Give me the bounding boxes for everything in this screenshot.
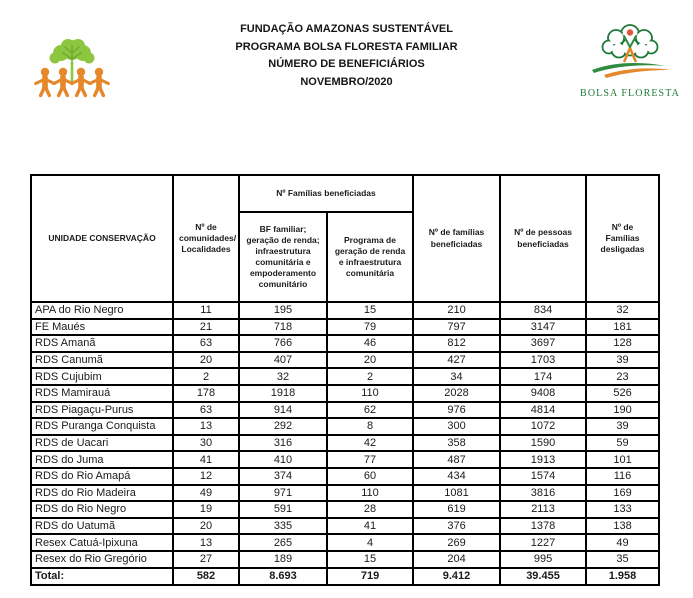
value-cell: 189 bbox=[239, 551, 327, 568]
unit-conservation-cell: RDS Puranga Conquista bbox=[31, 418, 173, 435]
value-cell: 335 bbox=[239, 518, 327, 535]
table-row bbox=[31, 451, 659, 468]
total-value: 8.693 bbox=[239, 568, 327, 585]
value-cell: 110 bbox=[327, 385, 413, 402]
unit-conservation-cell: RDS do Rio Amapá bbox=[31, 468, 173, 485]
value-cell: 3697 bbox=[500, 335, 586, 352]
value-cell: 32 bbox=[239, 368, 327, 385]
bolsa-floresta-logo bbox=[577, 20, 683, 99]
table-row bbox=[31, 319, 659, 336]
value-cell: 21 bbox=[173, 319, 239, 336]
value-cell: 2028 bbox=[413, 385, 500, 402]
value-cell: 27 bbox=[173, 551, 239, 568]
value-cell: 1378 bbox=[500, 518, 586, 535]
value-cell: 3147 bbox=[500, 319, 586, 336]
table-row bbox=[31, 501, 659, 518]
value-cell: 35 bbox=[586, 551, 659, 568]
value-cell: 39 bbox=[586, 352, 659, 369]
unit-conservation-cell: RDS Canumã bbox=[31, 352, 173, 369]
unit-conservation-cell: Resex do Rio Gregório bbox=[31, 551, 173, 568]
value-cell: 1574 bbox=[500, 468, 586, 485]
unit-conservation-cell: RDS Amanã bbox=[31, 335, 173, 352]
value-cell: 407 bbox=[239, 352, 327, 369]
value-cell: 49 bbox=[586, 534, 659, 551]
value-cell: 526 bbox=[586, 385, 659, 402]
header-num-comunidades: Nº de comunidades/ Localidades bbox=[173, 175, 239, 302]
table-row bbox=[31, 518, 659, 535]
header-unidade-conservacao: UNIDADE CONSERVAÇÃO bbox=[31, 175, 173, 302]
value-cell: 178 bbox=[173, 385, 239, 402]
value-cell: 62 bbox=[327, 402, 413, 419]
value-cell: 34 bbox=[413, 368, 500, 385]
header-sub-bf-familiar: BF familiar; geração de renda; infraestrutura comunitária e empoderamento comunitário bbox=[239, 212, 327, 302]
bolsa-floresta-wordmark: BOLSA FLORESTA bbox=[580, 88, 680, 99]
table-row bbox=[31, 418, 659, 435]
value-cell: 8 bbox=[327, 418, 413, 435]
value-cell: 434 bbox=[413, 468, 500, 485]
header-num-familias-desligadas: Nº de Famílias desligadas bbox=[586, 175, 659, 302]
table-row bbox=[31, 368, 659, 385]
value-cell: 138 bbox=[586, 518, 659, 535]
value-cell: 101 bbox=[586, 451, 659, 468]
table-header bbox=[31, 175, 659, 302]
unit-conservation-cell: APA do Rio Negro bbox=[31, 302, 173, 319]
value-cell: 128 bbox=[586, 335, 659, 352]
value-cell: 376 bbox=[413, 518, 500, 535]
value-cell: 427 bbox=[413, 352, 500, 369]
unit-conservation-cell: RDS Cujubim bbox=[31, 368, 173, 385]
value-cell: 300 bbox=[413, 418, 500, 435]
value-cell: 60 bbox=[327, 468, 413, 485]
unit-conservation-cell: FE Maués bbox=[31, 319, 173, 336]
unit-conservation-cell: Resex Catuá-Ipixuna bbox=[31, 534, 173, 551]
value-cell: 766 bbox=[239, 335, 327, 352]
value-cell: 358 bbox=[413, 435, 500, 452]
value-cell: 2113 bbox=[500, 501, 586, 518]
value-cell: 46 bbox=[327, 335, 413, 352]
table-row bbox=[31, 302, 659, 319]
header-num-familias-beneficiadas: Nº de famílias beneficiadas bbox=[413, 175, 500, 302]
value-cell: 110 bbox=[327, 485, 413, 502]
title-line-2: PROGRAMA BOLSA FLORESTA FAMILIAR bbox=[235, 40, 458, 53]
unit-conservation-cell: RDS do Rio Madeira bbox=[31, 485, 173, 502]
value-cell: 3816 bbox=[500, 485, 586, 502]
unit-conservation-cell: RDS do Juma bbox=[31, 451, 173, 468]
value-cell: 619 bbox=[413, 501, 500, 518]
table-row bbox=[31, 385, 659, 402]
value-cell: 28 bbox=[327, 501, 413, 518]
value-cell: 11 bbox=[173, 302, 239, 319]
title-line-4: NOVEMBRO/2020 bbox=[300, 75, 393, 88]
header-row-group bbox=[31, 175, 659, 212]
table-row bbox=[31, 352, 659, 369]
value-cell: 41 bbox=[173, 451, 239, 468]
value-cell: 718 bbox=[239, 319, 327, 336]
title-line-3: NÚMERO DE BENEFICIÁRIOS bbox=[268, 58, 425, 70]
value-cell: 410 bbox=[239, 451, 327, 468]
value-cell: 1913 bbox=[500, 451, 586, 468]
total-value: 582 bbox=[173, 568, 239, 585]
value-cell: 316 bbox=[239, 435, 327, 452]
value-cell: 15 bbox=[327, 551, 413, 568]
total-value: 39.455 bbox=[500, 568, 586, 585]
value-cell: 63 bbox=[173, 335, 239, 352]
value-cell: 4 bbox=[327, 534, 413, 551]
table-body bbox=[31, 302, 659, 568]
value-cell: 269 bbox=[413, 534, 500, 551]
value-cell: 174 bbox=[500, 368, 586, 385]
table-row bbox=[31, 534, 659, 551]
value-cell: 32 bbox=[586, 302, 659, 319]
value-cell: 79 bbox=[327, 319, 413, 336]
value-cell: 77 bbox=[327, 451, 413, 468]
unit-conservation-cell: RDS do Rio Negro bbox=[31, 501, 173, 518]
value-cell: 292 bbox=[239, 418, 327, 435]
value-cell: 15 bbox=[327, 302, 413, 319]
table-row bbox=[31, 551, 659, 568]
value-cell: 23 bbox=[586, 368, 659, 385]
total-value: 9.412 bbox=[413, 568, 500, 585]
total-value: 719 bbox=[327, 568, 413, 585]
value-cell: 1590 bbox=[500, 435, 586, 452]
table-footer bbox=[31, 568, 659, 585]
value-cell: 181 bbox=[586, 319, 659, 336]
value-cell: 49 bbox=[173, 485, 239, 502]
value-cell: 812 bbox=[413, 335, 500, 352]
value-cell: 13 bbox=[173, 534, 239, 551]
value-cell: 169 bbox=[586, 485, 659, 502]
value-cell: 63 bbox=[173, 402, 239, 419]
value-cell: 59 bbox=[586, 435, 659, 452]
beneficiaries-table bbox=[30, 174, 660, 586]
table-row bbox=[31, 335, 659, 352]
header-group-familias-beneficiadas: Nº Famílias beneficiadas bbox=[239, 175, 413, 212]
value-cell: 13 bbox=[173, 418, 239, 435]
value-cell: 1081 bbox=[413, 485, 500, 502]
unit-conservation-cell: RDS de Uacari bbox=[31, 435, 173, 452]
value-cell: 41 bbox=[327, 518, 413, 535]
table-row bbox=[31, 402, 659, 419]
table-row bbox=[31, 485, 659, 502]
value-cell: 1918 bbox=[239, 385, 327, 402]
value-cell: 9408 bbox=[500, 385, 586, 402]
unit-conservation-cell: RDS Piagaçu-Purus bbox=[31, 402, 173, 419]
title-line-1: FUNDAÇÃO AMAZONAS SUSTENTÁVEL bbox=[240, 23, 453, 35]
value-cell: 30 bbox=[173, 435, 239, 452]
table-row bbox=[31, 468, 659, 485]
value-cell: 591 bbox=[239, 501, 327, 518]
value-cell: 2 bbox=[173, 368, 239, 385]
value-cell: 39 bbox=[586, 418, 659, 435]
total-value: 1.958 bbox=[586, 568, 659, 585]
value-cell: 2 bbox=[327, 368, 413, 385]
header-sub-programa: Programa de geração de renda e infraestrutura comunitária bbox=[327, 212, 413, 302]
table-row bbox=[31, 435, 659, 452]
tree-with-person-icon bbox=[578, 20, 682, 82]
value-cell: 971 bbox=[239, 485, 327, 502]
value-cell: 374 bbox=[239, 468, 327, 485]
value-cell: 19 bbox=[173, 501, 239, 518]
value-cell: 995 bbox=[500, 551, 586, 568]
total-row bbox=[31, 568, 659, 585]
value-cell: 42 bbox=[327, 435, 413, 452]
value-cell: 12 bbox=[173, 468, 239, 485]
value-cell: 133 bbox=[586, 501, 659, 518]
unit-conservation-cell: RDS do Uatumã bbox=[31, 518, 173, 535]
value-cell: 210 bbox=[413, 302, 500, 319]
header-num-pessoas-beneficiadas: Nº de pessoas beneficiadas bbox=[500, 175, 586, 302]
value-cell: 265 bbox=[239, 534, 327, 551]
value-cell: 1072 bbox=[500, 418, 586, 435]
value-cell: 1703 bbox=[500, 352, 586, 369]
value-cell: 976 bbox=[413, 402, 500, 419]
value-cell: 195 bbox=[239, 302, 327, 319]
value-cell: 20 bbox=[173, 352, 239, 369]
value-cell: 797 bbox=[413, 319, 500, 336]
value-cell: 204 bbox=[413, 551, 500, 568]
value-cell: 914 bbox=[239, 402, 327, 419]
total-label: Total: bbox=[31, 568, 173, 585]
value-cell: 116 bbox=[586, 468, 659, 485]
unit-conservation-cell: RDS Mamirauá bbox=[31, 385, 173, 402]
value-cell: 1227 bbox=[500, 534, 586, 551]
value-cell: 834 bbox=[500, 302, 586, 319]
value-cell: 487 bbox=[413, 451, 500, 468]
value-cell: 20 bbox=[173, 518, 239, 535]
value-cell: 4814 bbox=[500, 402, 586, 419]
value-cell: 190 bbox=[586, 402, 659, 419]
value-cell: 20 bbox=[327, 352, 413, 369]
